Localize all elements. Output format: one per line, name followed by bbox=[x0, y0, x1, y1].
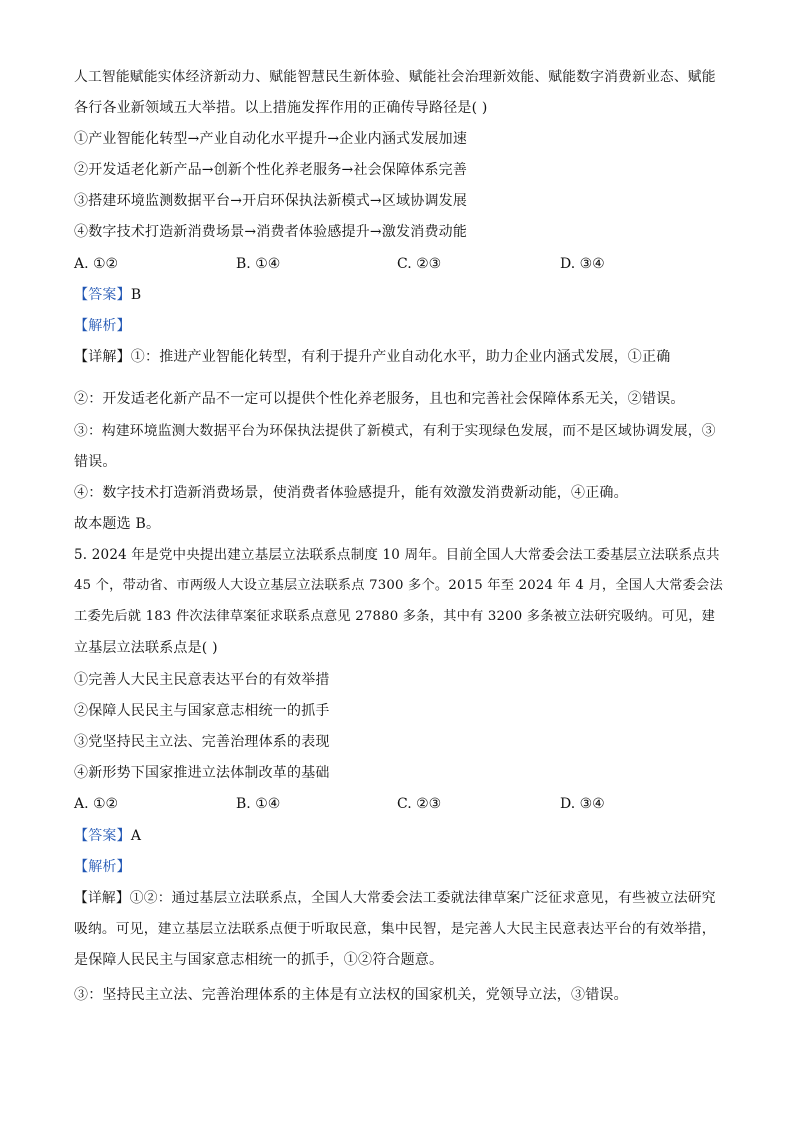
q5-option-c: C. ②③ bbox=[397, 796, 442, 812]
q5-option-a: A. ①② bbox=[74, 796, 119, 812]
q5-stem-line-2: 45 个，带动省、市两级人大设立基层立法联系点 7300 多个。2015 年至 2024 年 4 月，全国人大常委会法 bbox=[74, 578, 723, 593]
q4-detail-line-1: 【详解】①：推进产业智能化转型，有利于提升产业自动化水平，助力企业内涵式发展，①正确 bbox=[74, 349, 671, 365]
q5-option-b: B. ①④ bbox=[236, 796, 281, 812]
q4-detail-line-5: ④：数字技术打造新消费场景，使消费者体验感提升，能有效激发消费新动能，④正确。 bbox=[74, 485, 628, 501]
q4-item-2: ②开发适老化新产品→创新个性化养老服务→社会保障体系完善 bbox=[74, 162, 468, 178]
q5-answer bbox=[74, 826, 724, 846]
q4-detail-line-3: ③：构建环境监测大数据平台为环保执法提供了新模式，有利于实现绿色发展，而不是区域协调发展，③ bbox=[74, 423, 716, 439]
answer-label: 【答案】 bbox=[74, 828, 131, 844]
q5-detail-line-3: 是保障人民民主与国家意志相统一的抓手，①②符合题意。 bbox=[74, 952, 444, 968]
q5-item-4: ④新形势下国家推进立法体制改革的基础 bbox=[74, 765, 330, 781]
q5-item-3: ③党坚持民主立法、完善治理体系的表现 bbox=[74, 734, 330, 750]
q5-analysis-label: 【解析】 bbox=[74, 859, 131, 875]
q4-stem-line-2: 各行各业新领域五大举措。以上措施发挥作用的正确传导路径是( ) bbox=[74, 100, 488, 116]
answer-label: 【答案】 bbox=[74, 287, 131, 303]
q4-stem-line-1: 人工智能赋能实体经济新动力、赋能智慧民生新体验、赋能社会治理新效能、赋能数字消费新业态、赋能 bbox=[74, 69, 716, 85]
answer-value: A bbox=[130, 828, 142, 844]
q4-item-1: ①产业智能化转型→产业自动化水平提升→企业内涵式发展加速 bbox=[74, 131, 468, 147]
q5-stem-line-1: 5. 2024 年是党中央提出建立基层立法联系点制度 10 周年。目前全国人大常委会法工委基层立法联系点共 bbox=[74, 547, 720, 563]
q4-analysis-label: 【解析】 bbox=[74, 318, 131, 334]
answer-value: B bbox=[130, 287, 142, 303]
q4-item-4: ④数字技术打造新消费场景→消费者体验感提升→激发消费动能 bbox=[74, 224, 468, 240]
q4-option-b: B. ①④ bbox=[236, 256, 281, 272]
q4-item-3: ③搭建环境监测数据平台→开启环保执法新模式→区域协调发展 bbox=[74, 193, 468, 209]
q5-detail-line-4: ③：坚持民主立法、完善治理体系的主体是有立法权的国家机关，党领导立法，③错误。 bbox=[74, 987, 628, 1003]
q5-item-1: ①完善人大民主民意表达平台的有效举措 bbox=[74, 672, 330, 688]
q4-option-c: C. ②③ bbox=[397, 256, 442, 272]
q5-stem-line-3: 工委先后就 183 件次法律草案征求联系点意见 27880 多条，其中有 3200 多条被立法研究吸纳。可见，建 bbox=[74, 609, 716, 624]
q5-stem-line-4: 立基层立法联系点是( ) bbox=[74, 640, 218, 656]
q5-option-d: D. ③④ bbox=[560, 796, 605, 812]
q4-detail-line-4: 错误。 bbox=[74, 454, 117, 470]
q4-detail-line-6: 故本题选 B。 bbox=[74, 516, 161, 532]
q4-answer bbox=[74, 285, 724, 305]
q5-item-2: ②保障人民民主与国家意志相统一的抓手 bbox=[74, 703, 330, 719]
q4-option-a: A. ①② bbox=[74, 256, 119, 272]
q5-detail-line-1: 【详解】①②：通过基层立法联系点，全国人大常委会法工委就法律草案广泛征求意见，有些被立法研究 bbox=[74, 890, 716, 906]
q5-detail-line-2: 吸纳。可见，建立基层立法联系点便于听取民意，集中民智，是完善人大民主民意表达平台的有效举措， bbox=[74, 921, 716, 937]
q4-option-d: D. ③④ bbox=[560, 256, 605, 272]
q4-detail-line-2: ②：开发适老化新产品不一定可以提供个性化养老服务，且也和完善社会保障体系无关，②错误。 bbox=[74, 391, 685, 407]
